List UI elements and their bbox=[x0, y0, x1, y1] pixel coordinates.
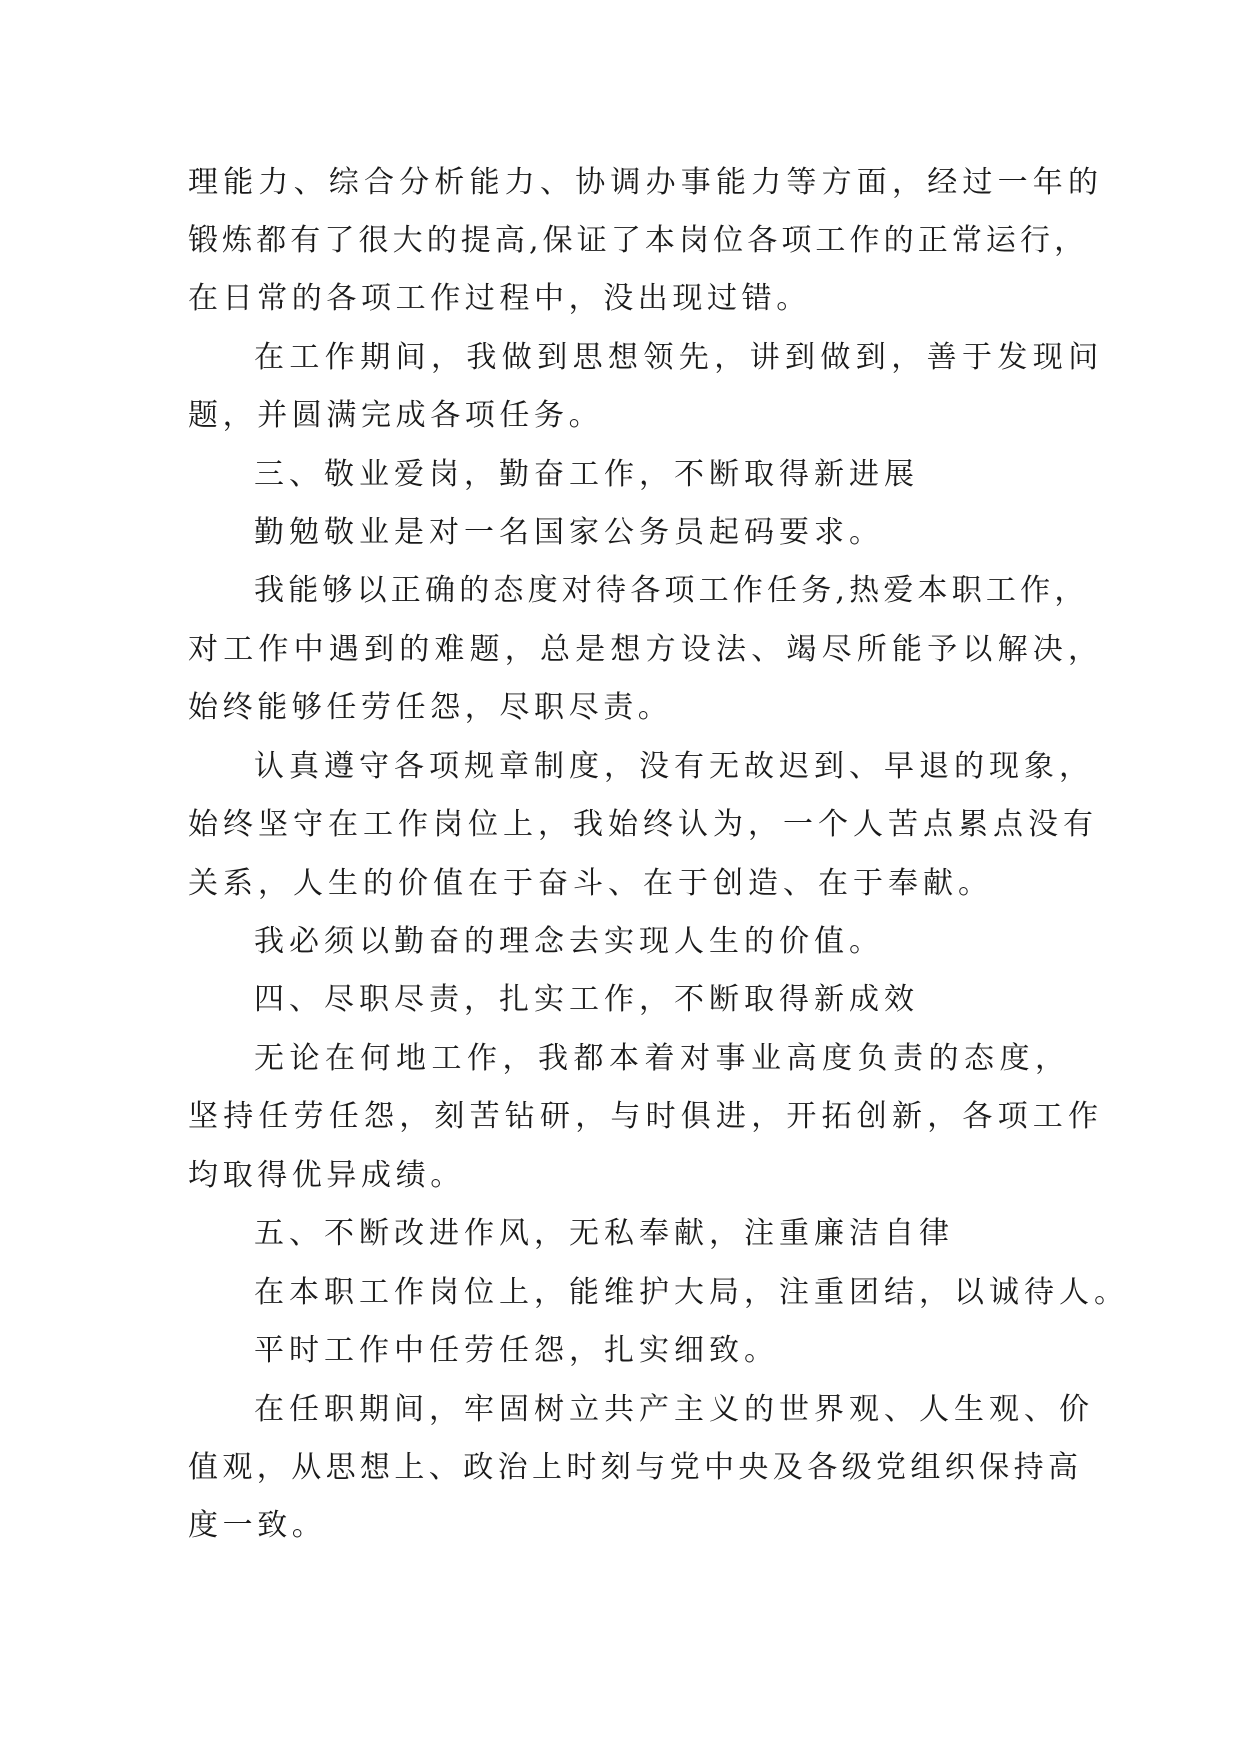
text-line: 度一致。 bbox=[188, 1508, 327, 1543]
text-line: 无论在何地工作，我都本着对事业高度负责的态度， bbox=[254, 1041, 1071, 1076]
text-line: 在本职工作岗位上，能维护大局，注重团结，以诚待人。 bbox=[254, 1275, 1129, 1310]
text-line: 对工作中遇到的难题，总是想方设法、竭尽所能予以解决， bbox=[188, 632, 1104, 667]
text-line: 理能力、综合分析能力、协调办事能力等方面，经过一年的 bbox=[188, 165, 1104, 200]
text-line: 我必须以勤奋的理念去实现人生的价值。 bbox=[254, 924, 884, 959]
section-heading: 五、不断改进作风，无私奉献，注重廉洁自律 bbox=[254, 1216, 954, 1251]
text-line: 题，并圆满完成各项任务。 bbox=[188, 398, 604, 433]
text-line: 均取得优异成绩。 bbox=[188, 1158, 465, 1193]
text-line: 在日常的各项工作过程中，没出现过错。 bbox=[188, 281, 811, 316]
text-line: 勤勉敬业是对一名国家公务员起码要求。 bbox=[254, 515, 884, 550]
text-line: 值观，从思想上、政治上时刻与党中央及各级党组织保持高 bbox=[188, 1450, 1083, 1485]
section-heading: 四、尽职尽责，扎实工作，不断取得新成效 bbox=[254, 982, 919, 1017]
text-line: 在任职期间，牢固树立共产主义的世界观、人生观、价 bbox=[254, 1392, 1094, 1427]
text-line: 平时工作中任劳任怨，扎实细致。 bbox=[254, 1333, 779, 1368]
text-line: 认真遵守各项规章制度，没有无故迟到、早退的现象， bbox=[254, 749, 1094, 784]
text-line: 锻炼都有了很大的提高,保证了本岗位各项工作的正常运行， bbox=[188, 223, 1089, 258]
text-line: 关系，人生的价值在于奋斗、在于创造、在于奉献。 bbox=[188, 866, 993, 901]
text-line: 始终能够任劳任怨，尽职尽责。 bbox=[188, 690, 673, 725]
text-line: 始终坚守在工作岗位上，我始终认为，一个人苦点累点没有 bbox=[188, 807, 1098, 842]
text-line: 在工作期间，我做到思想领先，讲到做到，善于发现问 bbox=[254, 340, 1104, 375]
section-heading: 三、敬业爱岗，勤奋工作，不断取得新进展 bbox=[254, 457, 919, 492]
text-line: 坚持任劳任怨，刻苦钻研，与时俱进，开拓创新，各项工作 bbox=[188, 1099, 1104, 1134]
text-line: 我能够以正确的态度对待各项工作任务,热爱本职工作， bbox=[254, 573, 1089, 608]
